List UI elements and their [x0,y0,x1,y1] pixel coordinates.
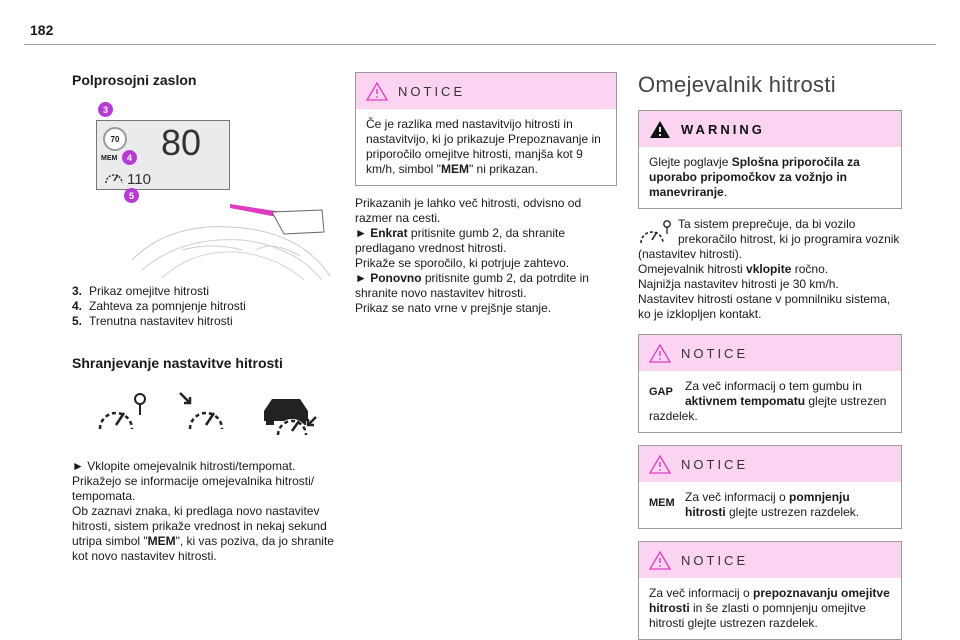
section-title-save: Shranjevanje nastavitve hitrosti [72,355,283,371]
notice-title: NOTICE [681,345,749,361]
limiter-description: Ta sistem preprečuje, da bi vozilo prekoračilo hitrost, ki jo programira voznik (nastavitev hitrosti). Omejevalnik hitrosti vklopite ročno. Najnižja nastavitev hitrosti je 30 km/h. Nastavitev hitrosti ostane v pomnilniku sistema, ko je izklopljen kontakt. [638,217,900,321]
notice-title: NOTICE [681,456,749,472]
speed-limit-sign: 70 [103,127,127,151]
notice-body: Če je razlika med nastavitvijo hitrosti in nastavitvijo, ki jo prikazuje Prepoznavanje in priporočilo omejitve hitrosti, manjša kot 9 km/h, simbol "MEM" ni prikazan. [366,117,601,176]
notice-box-recognition [638,541,902,640]
mem-label: MEM [649,497,675,509]
notice-box-mem [638,445,902,529]
notice-title: NOTICE [398,83,466,99]
list-item: 4. Zahteva za pomnjenje hitrosti [72,299,246,313]
column-middle [355,72,617,316]
warning-body: Glejte poglavje Splošna priporočila za uporabo pripomočkov za vožnjo in manevriranje. [649,155,860,199]
warning-triangle-icon [649,343,671,363]
list-item: 3. Prikaz omejitve hitrosti [72,284,210,298]
list-item: 5. Trenutna nastavitev hitrosti [72,314,233,328]
set-speed: 110 [127,171,151,188]
dashboard-drawing [72,100,334,280]
icon-row [72,381,334,445]
warning-triangle-icon [649,550,671,570]
callout-4: 4 [122,150,137,165]
column-right [638,60,902,640]
notice-body: GAP Za več informacij o tem gumbu in aktivnem tempomatu glejte ustrezen razdelek. [649,379,887,423]
speed-limiter-icon [638,219,672,247]
notice-box [355,72,617,186]
speed-limiter-icon [94,391,150,437]
page-number: 182 [30,22,54,38]
notice-body: MEM Za več informacij o pomnjenju hitrosti glejte ustrezen razdelek. [649,490,860,519]
warning-triangle-icon [649,454,671,474]
current-speed: 80 [161,122,202,163]
section-title-hud: Polprosojni zaslon [72,72,197,88]
gap-label: GAP [649,386,673,398]
callout-3: 3 [98,102,113,117]
warning-filled-icon [649,119,671,139]
hud-illustration [72,100,334,280]
notice-title: NOTICE [681,552,749,568]
warning-header [639,111,901,147]
callout-5: 5 [124,188,139,203]
notice-header [356,73,616,109]
top-rule [24,44,936,45]
notice-body: Za več informacij o prepoznavanju omejitve hitrosti in še zlasti o pomnjenju omejitve hitrosti glejte ustrezen razdelek. [649,586,890,630]
save-steps: Prikazanih je lahko več hitrosti, odvisno od razmer na cesti. ► Enkrat pritisnite gumb 2, da shranite predlagano vrednost hitrosti. Prikaže se sporočilo, ki potrjuje zahtevo. ► Ponovno pritisnite gumb 2, da potrdite in shranite novo nastavitev hitrosti. Prikaz se nato vrne v prejšnje stanje. [355,196,589,315]
cruise-control-icon [176,391,232,437]
notice-box-gap [638,334,902,433]
adaptive-cruise-icon [258,389,318,439]
warning-box [638,110,902,209]
mem-label: MEM [101,155,118,162]
column-left [72,60,334,564]
warning-title: WARNING [681,121,765,137]
hud-legend [72,284,334,329]
warning-triangle-icon [366,81,388,101]
section-title-limiter: Omejevalnik hitrosti [638,72,836,97]
save-instructions: ► Vklopite omejevalnik hitrosti/tempomat. Prikažejo se informacije omejevalnika hitrosti/ tempomata. Ob zaznavi znaka, ki predlaga novo nastavitev hitrosti, sistem prikaže vrednost in nekaj sekund utripa simbol "MEM", ki vas poziva, da jo shranite kot novo nastavitev hitrosti. [72,459,334,563]
